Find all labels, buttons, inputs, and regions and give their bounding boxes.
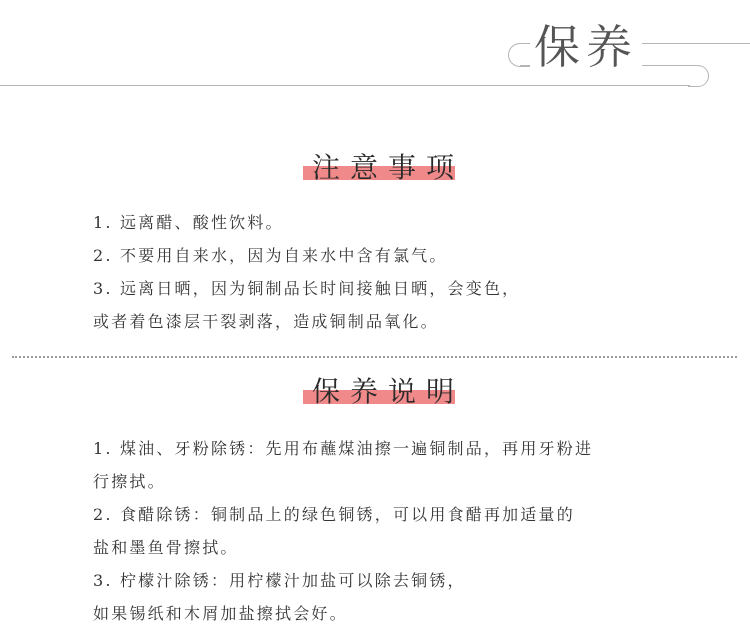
list-item: 如果锡纸和木屑加盐擦拭会好。 xyxy=(93,604,348,623)
care-list xyxy=(93,432,593,630)
list-item: 2. 不要用自来水，因为自来水中含有氯气。 xyxy=(93,246,448,265)
list-item: 行擦拭。 xyxy=(93,472,166,491)
section-divider xyxy=(12,356,737,358)
list-item: 1. 煤油、牙粉除锈：先用布蘸煤油擦一遍铜制品，再用牙粉进 xyxy=(93,439,594,458)
notes-list xyxy=(93,206,520,338)
list-item: 3. 柠檬汁除锈：用柠檬汁加盐可以除去铜锈， xyxy=(93,571,466,590)
list-item: 或者着色漆层干裂剥落，造成铜制品氧化。 xyxy=(93,312,439,331)
header-bracket-left xyxy=(508,43,531,67)
section-title-care: 保养说明 xyxy=(312,375,465,408)
section-title-notes: 注意事项 xyxy=(312,151,465,184)
header-rule-bottom xyxy=(520,85,690,86)
list-item: 3. 远离日晒，因为铜制品长时间接触日晒，会变色， xyxy=(93,279,521,298)
list-item: 盐和墨鱼骨擦拭。 xyxy=(93,538,239,557)
header-bracket-right xyxy=(688,65,709,87)
list-item: 1. 远离醋、酸性饮料。 xyxy=(93,213,284,232)
page-title: 保养 xyxy=(530,24,642,70)
list-item: 2. 食醋除锈：铜制品上的绿色铜锈，可以用食醋再加适量的 xyxy=(93,505,575,524)
header-rule xyxy=(0,85,520,86)
